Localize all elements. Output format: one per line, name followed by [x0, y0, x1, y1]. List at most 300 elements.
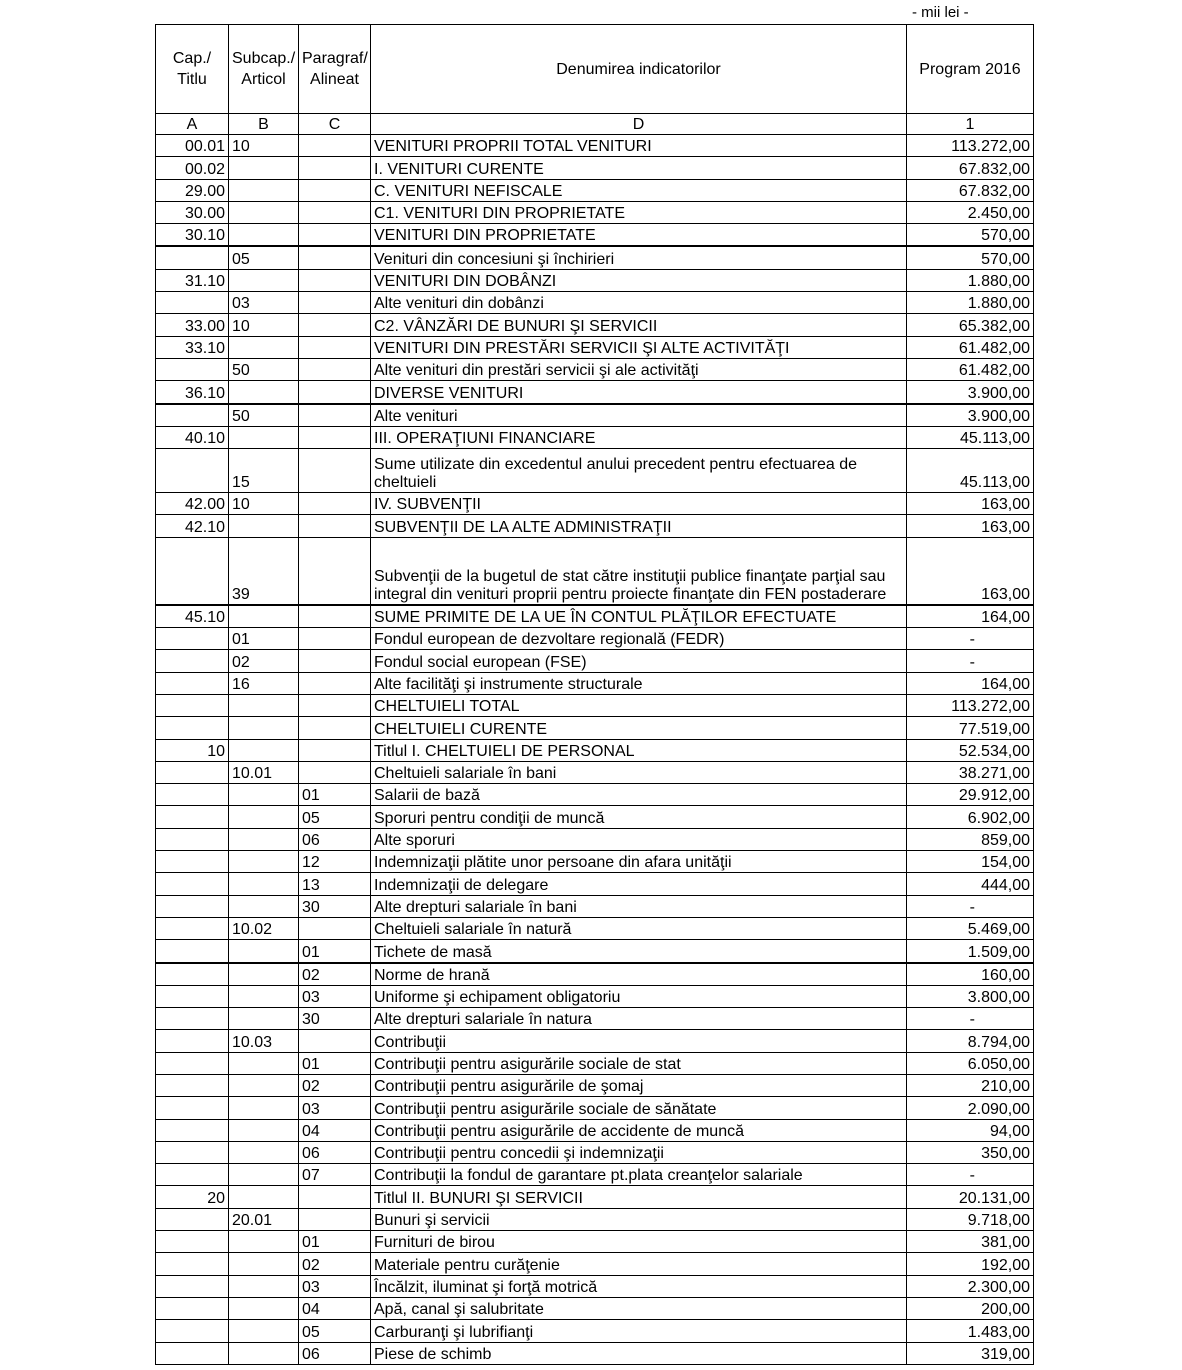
cell-cap-titlu [156, 537, 229, 605]
cell-paragraf-alineat [299, 224, 371, 247]
table-row [156, 381, 1034, 404]
cell-subcap-articol [229, 426, 299, 448]
cell-subcap-articol [229, 895, 299, 917]
cell-subcap-articol: 05 [229, 246, 299, 269]
cell-program-value: - [907, 1008, 1034, 1030]
cell-subcap-articol: 10.02 [229, 917, 299, 939]
cell-denumire: Cheltuieli salariale în natură [371, 917, 907, 939]
cell-cap-titlu: 42.10 [156, 515, 229, 537]
cell-program-value: 45.113,00 [907, 449, 1034, 493]
cell-subcap-articol [229, 224, 299, 247]
cell-program-value: 570,00 [907, 246, 1034, 269]
cell-cap-titlu [156, 784, 229, 806]
cell-subcap-articol [229, 381, 299, 404]
cell-cap-titlu [156, 292, 229, 314]
cell-subcap-articol [229, 179, 299, 201]
cell-denumire: VENITURI DIN PROPRIETATE [371, 224, 907, 247]
table-row [156, 851, 1034, 873]
cell-denumire: VENITURI PROPRII TOTAL VENITURI [371, 135, 907, 157]
cell-denumire: Tichete de masă [371, 940, 907, 963]
cell-paragraf-alineat [299, 717, 371, 739]
cell-denumire: Titlul II. BUNURI ŞI SERVICII [371, 1186, 907, 1208]
table-row [156, 1097, 1034, 1119]
cell-subcap-articol [229, 806, 299, 828]
cell-denumire: Contribuţii pentru asigurările de şomaj [371, 1074, 907, 1096]
cell-denumire: Alte venituri [371, 404, 907, 427]
cell-paragraf-alineat [299, 694, 371, 716]
cell-cap-titlu: 00.01 [156, 135, 229, 157]
cell-cap-titlu [156, 1208, 229, 1230]
cell-denumire: Indemnizaţii de delegare [371, 873, 907, 895]
cell-denumire: Contribuţii pentru asigurările sociale de stat [371, 1052, 907, 1074]
table-row [156, 1342, 1034, 1364]
table-row [156, 1208, 1034, 1230]
cell-cap-titlu [156, 873, 229, 895]
table-row [156, 672, 1034, 694]
cell-cap-titlu [156, 449, 229, 493]
cell-paragraf-alineat: 02 [299, 1253, 371, 1275]
column-letter-d: D [371, 114, 907, 135]
table-row [156, 358, 1034, 380]
cell-program-value: 65.382,00 [907, 314, 1034, 336]
table-row [156, 806, 1034, 828]
cell-denumire: Indemnizaţii plătite unor persoane din afara unităţii [371, 851, 907, 873]
cell-paragraf-alineat [299, 358, 371, 380]
cell-program-value: 859,00 [907, 828, 1034, 850]
cell-cap-titlu: 20 [156, 1186, 229, 1208]
cell-denumire: C1. VENITURI DIN PROPRIETATE [371, 201, 907, 223]
cell-paragraf-alineat: 04 [299, 1297, 371, 1319]
cell-cap-titlu [156, 895, 229, 917]
cell-subcap-articol: 50 [229, 404, 299, 427]
cell-denumire: Fondul european de dezvoltare regională (FEDR) [371, 628, 907, 650]
cell-paragraf-alineat: 06 [299, 1342, 371, 1364]
table-header-row [156, 25, 1034, 114]
cell-program-value: 2.450,00 [907, 201, 1034, 223]
cell-paragraf-alineat: 05 [299, 806, 371, 828]
cell-subcap-articol [229, 940, 299, 963]
cell-cap-titlu [156, 985, 229, 1007]
cell-program-value: 61.482,00 [907, 358, 1034, 380]
cell-subcap-articol: 20.01 [229, 1208, 299, 1230]
table-row [156, 650, 1034, 672]
cell-paragraf-alineat [299, 246, 371, 269]
header-paragraf-alineat: Paragraf/ Alineat [299, 25, 371, 114]
cell-denumire: Sume utilizate din excedentul anului precedent pentru efectuarea de cheltuieli [371, 449, 907, 493]
cell-paragraf-alineat: 30 [299, 895, 371, 917]
table-row [156, 269, 1034, 291]
table-row [156, 515, 1034, 537]
column-letters-row [156, 114, 1034, 135]
cell-paragraf-alineat [299, 650, 371, 672]
cell-paragraf-alineat [299, 537, 371, 605]
cell-subcap-articol [229, 694, 299, 716]
cell-program-value: 45.113,00 [907, 426, 1034, 448]
table-row [156, 784, 1034, 806]
cell-cap-titlu [156, 1008, 229, 1030]
cell-cap-titlu [156, 1074, 229, 1096]
cell-denumire: Bunuri şi servicii [371, 1208, 907, 1230]
table-row [156, 426, 1034, 448]
cell-paragraf-alineat: 03 [299, 1097, 371, 1119]
cell-program-value: 6.050,00 [907, 1052, 1034, 1074]
cell-paragraf-alineat [299, 157, 371, 179]
cell-program-value: 200,00 [907, 1297, 1034, 1319]
cell-program-value: 3.900,00 [907, 381, 1034, 404]
cell-cap-titlu [156, 1097, 229, 1119]
cell-denumire: Fondul social european (FSE) [371, 650, 907, 672]
cell-subcap-articol [229, 1342, 299, 1364]
cell-subcap-articol [229, 515, 299, 537]
cell-subcap-articol: 01 [229, 628, 299, 650]
cell-paragraf-alineat [299, 336, 371, 358]
cell-denumire: Uniforme şi echipament obligatoriu [371, 985, 907, 1007]
table-row [156, 292, 1034, 314]
cell-subcap-articol [229, 784, 299, 806]
cell-subcap-articol [229, 1320, 299, 1342]
cell-subcap-articol: 10 [229, 314, 299, 336]
cell-denumire: Piese de schimb [371, 1342, 907, 1364]
cell-paragraf-alineat: 03 [299, 1275, 371, 1297]
cell-paragraf-alineat [299, 1030, 371, 1052]
cell-paragraf-alineat [299, 292, 371, 314]
table-row [156, 1119, 1034, 1141]
cell-subcap-articol: 10.01 [229, 761, 299, 783]
column-letter-a: A [156, 114, 229, 135]
column-letter-c: C [299, 114, 371, 135]
cell-program-value: 192,00 [907, 1253, 1034, 1275]
table-row [156, 1186, 1034, 1208]
cell-denumire: Alte drepturi salariale în bani [371, 895, 907, 917]
cell-denumire: Contribuţii pentru asigurările de accidente de muncă [371, 1119, 907, 1141]
cell-cap-titlu [156, 358, 229, 380]
cell-denumire: SUME PRIMITE DE LA UE ÎN CONTUL PLĂŢILOR EFECTUATE [371, 605, 907, 628]
header-subcap-articol: Subcap./ Articol [229, 25, 299, 114]
header-cap-titlu: Cap./ Titlu [156, 25, 229, 114]
cell-program-value: 5.469,00 [907, 917, 1034, 939]
cell-cap-titlu [156, 1119, 229, 1141]
cell-denumire: Încălzit, iluminat şi forţă motrică [371, 1275, 907, 1297]
cell-program-value: 52.534,00 [907, 739, 1034, 761]
cell-program-value: 77.519,00 [907, 717, 1034, 739]
table-row [156, 628, 1034, 650]
table-row [156, 895, 1034, 917]
cell-program-value: - [907, 650, 1034, 672]
cell-paragraf-alineat [299, 605, 371, 628]
cell-paragraf-alineat [299, 1208, 371, 1230]
cell-paragraf-alineat [299, 739, 371, 761]
table-row [156, 1231, 1034, 1253]
cell-cap-titlu: 36.10 [156, 381, 229, 404]
cell-cap-titlu [156, 1164, 229, 1186]
cell-paragraf-alineat [299, 201, 371, 223]
cell-subcap-articol: 03 [229, 292, 299, 314]
cell-denumire: Alte venituri din prestări servicii şi ale activităţi [371, 358, 907, 380]
cell-program-value: 94,00 [907, 1119, 1034, 1141]
cell-cap-titlu: 40.10 [156, 426, 229, 448]
cell-paragraf-alineat: 07 [299, 1164, 371, 1186]
cell-paragraf-alineat [299, 493, 371, 515]
table-row [156, 761, 1034, 783]
cell-program-value: 164,00 [907, 605, 1034, 628]
cell-cap-titlu: 33.10 [156, 336, 229, 358]
cell-paragraf-alineat: 04 [299, 1119, 371, 1141]
budget-table [155, 24, 1034, 1365]
cell-denumire: Cheltuieli salariale în bani [371, 761, 907, 783]
cell-denumire: VENITURI DIN PRESTĂRI SERVICII ŞI ALTE ACTIVITĂŢI [371, 336, 907, 358]
cell-program-value: 113.272,00 [907, 694, 1034, 716]
header-program-2016: Program 2016 [907, 25, 1034, 114]
table-row [156, 694, 1034, 716]
cell-denumire: C. VENITURI NEFISCALE [371, 179, 907, 201]
table-row [156, 739, 1034, 761]
cell-cap-titlu [156, 672, 229, 694]
cell-cap-titlu: 30.10 [156, 224, 229, 247]
cell-paragraf-alineat [299, 628, 371, 650]
cell-denumire: III. OPERAŢIUNI FINANCIARE [371, 426, 907, 448]
cell-program-value: 350,00 [907, 1141, 1034, 1163]
cell-cap-titlu: 29.00 [156, 179, 229, 201]
cell-cap-titlu [156, 1030, 229, 1052]
cell-cap-titlu [156, 1342, 229, 1364]
cell-cap-titlu: 42.00 [156, 493, 229, 515]
cell-paragraf-alineat: 13 [299, 873, 371, 895]
cell-cap-titlu: 30.00 [156, 201, 229, 223]
cell-program-value: 8.794,00 [907, 1030, 1034, 1052]
cell-cap-titlu [156, 1231, 229, 1253]
cell-subcap-articol: 16 [229, 672, 299, 694]
cell-paragraf-alineat: 01 [299, 1231, 371, 1253]
cell-paragraf-alineat: 30 [299, 1008, 371, 1030]
cell-denumire: DIVERSE VENITURI [371, 381, 907, 404]
cell-paragraf-alineat: 03 [299, 985, 371, 1007]
cell-paragraf-alineat: 01 [299, 1052, 371, 1074]
cell-subcap-articol [229, 739, 299, 761]
cell-paragraf-alineat [299, 917, 371, 939]
cell-denumire: Contribuţii la fondul de garantare pt.plata creanţelor salariale [371, 1164, 907, 1186]
cell-paragraf-alineat: 02 [299, 1074, 371, 1096]
cell-cap-titlu [156, 1141, 229, 1163]
table-row [156, 985, 1034, 1007]
cell-denumire: C2. VÂNZĂRI DE BUNURI ŞI SERVICII [371, 314, 907, 336]
cell-program-value: - [907, 628, 1034, 650]
cell-denumire: Alte drepturi salariale în natura [371, 1008, 907, 1030]
cell-subcap-articol: 02 [229, 650, 299, 672]
cell-program-value: 210,00 [907, 1074, 1034, 1096]
cell-program-value: 67.832,00 [907, 157, 1034, 179]
cell-cap-titlu [156, 650, 229, 672]
cell-subcap-articol: 50 [229, 358, 299, 380]
cell-cap-titlu: 33.00 [156, 314, 229, 336]
table-row [156, 404, 1034, 427]
cell-paragraf-alineat [299, 314, 371, 336]
cell-subcap-articol [229, 336, 299, 358]
cell-cap-titlu [156, 828, 229, 850]
cell-cap-titlu [156, 1320, 229, 1342]
cell-paragraf-alineat [299, 269, 371, 291]
cell-denumire: CHELTUIELI TOTAL [371, 694, 907, 716]
cell-program-value: 1.483,00 [907, 1320, 1034, 1342]
cell-denumire: Alte sporuri [371, 828, 907, 850]
cell-program-value: 1.880,00 [907, 269, 1034, 291]
cell-program-value: 9.718,00 [907, 1208, 1034, 1230]
table-row [156, 917, 1034, 939]
cell-program-value: 2.300,00 [907, 1275, 1034, 1297]
cell-cap-titlu: 31.10 [156, 269, 229, 291]
cell-paragraf-alineat [299, 426, 371, 448]
table-row [156, 336, 1034, 358]
cell-cap-titlu [156, 806, 229, 828]
cell-subcap-articol [229, 873, 299, 895]
cell-cap-titlu: 00.02 [156, 157, 229, 179]
cell-paragraf-alineat [299, 135, 371, 157]
table-row [156, 1164, 1034, 1186]
cell-paragraf-alineat: 06 [299, 1141, 371, 1163]
cell-program-value: 20.131,00 [907, 1186, 1034, 1208]
cell-subcap-articol [229, 1052, 299, 1074]
table-row [156, 1074, 1034, 1096]
cell-subcap-articol [229, 605, 299, 628]
table-row [156, 1141, 1034, 1163]
cell-program-value: 38.271,00 [907, 761, 1034, 783]
cell-cap-titlu [156, 963, 229, 986]
cell-paragraf-alineat [299, 404, 371, 427]
table-row [156, 157, 1034, 179]
table-row [156, 179, 1034, 201]
cell-denumire: Subvenţii de la bugetul de stat către instituţii publice finanţate parţial sau integral din venituri proprii pentru proiecte finanţate din FEN postaderare [371, 537, 907, 605]
cell-subcap-articol [229, 1253, 299, 1275]
header-denumirea-indicatorilor: Denumirea indicatorilor [371, 25, 907, 114]
cell-subcap-articol: 10.03 [229, 1030, 299, 1052]
cell-program-value: 570,00 [907, 224, 1034, 247]
cell-cap-titlu [156, 1275, 229, 1297]
cell-program-value: 29.912,00 [907, 784, 1034, 806]
cell-program-value: 67.832,00 [907, 179, 1034, 201]
table-row [156, 1253, 1034, 1275]
table-row [156, 135, 1034, 157]
table-row [156, 201, 1034, 223]
cell-paragraf-alineat [299, 179, 371, 201]
cell-subcap-articol [229, 851, 299, 873]
cell-cap-titlu: 45.10 [156, 605, 229, 628]
cell-subcap-articol [229, 1141, 299, 1163]
cell-program-value: 444,00 [907, 873, 1034, 895]
table-row [156, 717, 1034, 739]
cell-program-value: 154,00 [907, 851, 1034, 873]
cell-denumire: Alte venituri din dobânzi [371, 292, 907, 314]
cell-denumire: Salarii de bază [371, 784, 907, 806]
cell-paragraf-alineat: 06 [299, 828, 371, 850]
table-row [156, 1008, 1034, 1030]
cell-denumire: Carburanţi şi lubrifianţi [371, 1320, 907, 1342]
cell-subcap-articol [229, 1097, 299, 1119]
cell-denumire: CHELTUIELI CURENTE [371, 717, 907, 739]
cell-subcap-articol [229, 717, 299, 739]
cell-program-value: - [907, 895, 1034, 917]
cell-cap-titlu [156, 851, 229, 873]
cell-program-value: 381,00 [907, 1231, 1034, 1253]
table-row [156, 1052, 1034, 1074]
cell-program-value: 163,00 [907, 515, 1034, 537]
cell-paragraf-alineat: 01 [299, 940, 371, 963]
cell-cap-titlu [156, 628, 229, 650]
cell-denumire: SUBVENŢII DE LA ALTE ADMINISTRAŢII [371, 515, 907, 537]
cell-subcap-articol [229, 1074, 299, 1096]
cell-denumire: Contribuţii pentru asigurările sociale de sănătate [371, 1097, 907, 1119]
cell-denumire: VENITURI DIN DOBÂNZI [371, 269, 907, 291]
cell-subcap-articol [229, 1186, 299, 1208]
cell-cap-titlu [156, 940, 229, 963]
table-row [156, 1297, 1034, 1319]
cell-program-value: - [907, 1164, 1034, 1186]
cell-cap-titlu [156, 246, 229, 269]
cell-subcap-articol [229, 1008, 299, 1030]
cell-denumire: Norme de hrană [371, 963, 907, 986]
cell-cap-titlu [156, 1253, 229, 1275]
cell-program-value: 1.880,00 [907, 292, 1034, 314]
cell-paragraf-alineat: 02 [299, 963, 371, 986]
table-row [156, 449, 1034, 493]
table-row [156, 940, 1034, 963]
cell-subcap-articol [229, 1297, 299, 1319]
table-row [156, 873, 1034, 895]
cell-program-value: 6.902,00 [907, 806, 1034, 828]
column-letter-1: 1 [907, 114, 1034, 135]
cell-paragraf-alineat: 01 [299, 784, 371, 806]
table-row [156, 963, 1034, 986]
cell-program-value: 319,00 [907, 1342, 1034, 1364]
cell-paragraf-alineat [299, 761, 371, 783]
cell-subcap-articol [229, 201, 299, 223]
cell-program-value: 2.090,00 [907, 1097, 1034, 1119]
cell-denumire: Materiale pentru curăţenie [371, 1253, 907, 1275]
cell-denumire: Contribuţii pentru concedii şi indemnizaţii [371, 1141, 907, 1163]
budget-table-body [156, 25, 1034, 1365]
cell-paragraf-alineat [299, 381, 371, 404]
cell-subcap-articol [229, 828, 299, 850]
cell-paragraf-alineat: 12 [299, 851, 371, 873]
cell-subcap-articol: 10 [229, 493, 299, 515]
cell-subcap-articol [229, 985, 299, 1007]
cell-paragraf-alineat [299, 515, 371, 537]
cell-program-value: 163,00 [907, 537, 1034, 605]
cell-paragraf-alineat [299, 1186, 371, 1208]
cell-denumire: Furnituri de birou [371, 1231, 907, 1253]
cell-program-value: 1.509,00 [907, 940, 1034, 963]
unit-label: - mii lei - [912, 4, 969, 21]
cell-denumire: Sporuri pentru condiţii de muncă [371, 806, 907, 828]
cell-paragraf-alineat [299, 672, 371, 694]
cell-subcap-articol: 10 [229, 135, 299, 157]
cell-subcap-articol [229, 1231, 299, 1253]
cell-subcap-articol [229, 1119, 299, 1141]
cell-subcap-articol: 39 [229, 537, 299, 605]
cell-denumire: Venituri din concesiuni şi închirieri [371, 246, 907, 269]
table-row [156, 1275, 1034, 1297]
column-letter-b: B [229, 114, 299, 135]
cell-subcap-articol [229, 1164, 299, 1186]
table-row [156, 828, 1034, 850]
cell-program-value: 3.900,00 [907, 404, 1034, 427]
cell-program-value: 61.482,00 [907, 336, 1034, 358]
table-row [156, 537, 1034, 605]
cell-denumire: I. VENITURI CURENTE [371, 157, 907, 179]
table-row [156, 605, 1034, 628]
table-row [156, 1030, 1034, 1052]
cell-program-value: 113.272,00 [907, 135, 1034, 157]
cell-cap-titlu [156, 404, 229, 427]
cell-cap-titlu [156, 1052, 229, 1074]
